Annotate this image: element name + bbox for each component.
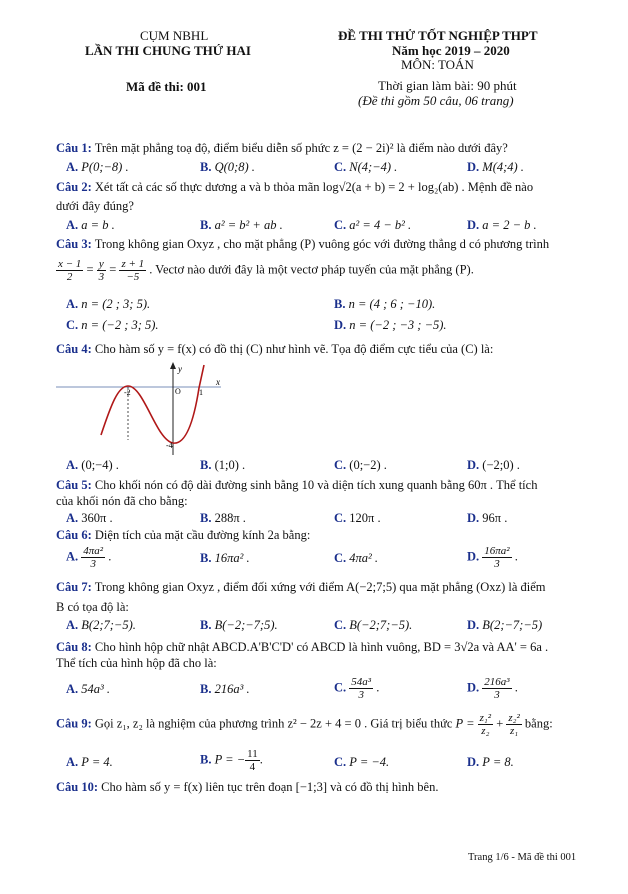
- option-text: (−2;0) .: [482, 458, 520, 472]
- option-letter: B.: [334, 297, 346, 311]
- option-letter: C.: [334, 458, 347, 472]
- question-7: [56, 580, 546, 595]
- option-text: Q(0;8) .: [214, 160, 255, 174]
- q6-option-d[interactable]: D. $\frac{\text{16πa²}}{3}$ .: [467, 545, 518, 570]
- q4-option-b[interactable]: [200, 458, 245, 473]
- exam-title: ĐỀ THI THỬ TỐT NGHIỆP THPT: [338, 28, 538, 43]
- option-letter: B.: [200, 511, 212, 525]
- q7-option-d[interactable]: [467, 618, 542, 633]
- subject: MÔN: TOÁN: [401, 57, 474, 72]
- q1-option-a[interactable]: [66, 160, 129, 175]
- question-text: Trong không gian Oxyz , điểm đối xứng với điểm A(−2;7;5) qua mặt phẳng (Oxz) là điểm: [94, 580, 546, 594]
- option-letter: A.: [66, 511, 79, 525]
- option-letter: D.: [467, 160, 480, 174]
- q4-option-d[interactable]: [467, 458, 520, 473]
- q9-option-b[interactable]: B. P = − $\frac{11}{4}$ .: [200, 748, 263, 773]
- exam-round: LẦN THI CHUNG THỨ HAI: [85, 43, 251, 58]
- option-letter: C.: [334, 618, 347, 632]
- q6-option-c[interactable]: [334, 551, 378, 566]
- question-6: [56, 528, 310, 543]
- question-8: [56, 640, 548, 655]
- fraction: $\frac{z + 1}{-5}$: [121, 258, 145, 283]
- q6-option-b[interactable]: [200, 551, 250, 566]
- q1-option-c[interactable]: [334, 160, 397, 175]
- question-5-cont: của khối nón đã cho bằng:: [56, 494, 188, 508]
- option-text: M(4;4) .: [482, 160, 524, 174]
- q7-option-b[interactable]: [200, 618, 278, 633]
- option-text: B(−2;7;−5).: [349, 618, 413, 632]
- option-text: n = (−2 ; 3; 5).: [81, 318, 159, 332]
- option-text: 120π .: [349, 511, 381, 525]
- option-text: (0;−2) .: [349, 458, 387, 472]
- fraction: $\frac{y}{3}$: [98, 258, 105, 283]
- option-letter: C.: [334, 551, 347, 565]
- question-text: Trên mặt phẳng toạ độ, điểm biểu diễn số phức z = (2 − 2i)² là điểm nào dưới đây?: [94, 141, 508, 155]
- y-label: y: [178, 364, 182, 374]
- q5-option-b[interactable]: [200, 511, 246, 526]
- option-letter: D.: [467, 218, 480, 232]
- q7-option-a[interactable]: [66, 618, 136, 633]
- option-text: B(−2;−7;5).: [214, 618, 278, 632]
- option-text: 16πa² .: [214, 551, 250, 565]
- option-text: n = (−2 ; −3 ; −5).: [349, 318, 447, 332]
- q2-option-d[interactable]: [467, 218, 537, 233]
- q2-option-a[interactable]: [66, 218, 115, 233]
- x-label: x: [216, 377, 220, 387]
- q6-option-a[interactable]: A. $\frac{\text{4πa²}}{3}$ .: [66, 545, 112, 570]
- q3-option-b[interactable]: [334, 297, 435, 312]
- question-label: Câu 5:: [56, 478, 92, 492]
- function-graph: [56, 360, 226, 455]
- q8-option-b[interactable]: [200, 682, 250, 697]
- question-label: Câu 8:: [56, 640, 92, 654]
- option-letter: D.: [467, 549, 480, 564]
- option-text: 288π .: [214, 511, 246, 525]
- q9-option-c[interactable]: [334, 755, 389, 770]
- school-cluster: CỤM NBHL: [140, 28, 209, 43]
- question-3: [56, 237, 549, 252]
- q1-option-b[interactable]: [200, 160, 255, 175]
- option-letter: B.: [200, 458, 212, 472]
- question-2-cont: dưới đây đúng?: [56, 199, 134, 213]
- q2-option-b[interactable]: [200, 218, 283, 233]
- option-letter: A.: [66, 160, 79, 174]
- question-4: [56, 342, 493, 357]
- question-label: Câu 2:: [56, 180, 92, 194]
- option-text: n = (4 ; 6 ; −10).: [348, 297, 436, 311]
- page-footer: Trang 1/6 - Mã đề thi 001: [468, 852, 577, 863]
- q5-option-a[interactable]: [66, 511, 113, 526]
- question-text: Cho khối nón có độ dài đường sinh bằng 10 và diện tích xung quanh bằng 60π . Thể tích: [94, 478, 538, 492]
- option-text: 54a³ .: [81, 682, 111, 696]
- option-letter: A.: [66, 297, 79, 311]
- fraction: $\frac{\text{216a³}}{3}$: [484, 676, 510, 701]
- question-label: Câu 9:: [56, 716, 92, 731]
- option-letter: A.: [66, 755, 79, 769]
- option-letter: B.: [200, 618, 212, 632]
- question-text: Diện tích của mặt cầu đường kính 2a bằng:: [94, 528, 311, 542]
- curve: [101, 365, 204, 443]
- option-letter: C.: [334, 218, 347, 232]
- fraction: $\frac{\text{4πa²}}{3}$: [83, 545, 104, 570]
- exam-code: Mã đề thi: 001: [126, 79, 207, 94]
- tick-y: -4: [166, 441, 173, 450]
- option-text: P(0;−8) .: [81, 160, 129, 174]
- option-text: n = (2 ; 3; 5).: [81, 297, 151, 311]
- question-text: Xét tất cả các số thực dương a và b thỏa mãn log√2(a + b) = 2 + log₂(ab) . Mệnh đề nào: [94, 180, 534, 194]
- option-letter: C.: [334, 511, 347, 525]
- option-text: a = 2 − b .: [482, 218, 537, 232]
- option-letter: A.: [66, 682, 79, 696]
- q4-option-c[interactable]: [334, 458, 387, 473]
- question-text: bằng:: [524, 716, 553, 731]
- option-letter: C.: [66, 318, 79, 332]
- duration: Thời gian làm bài: 90 phút: [378, 78, 517, 93]
- q9-option-a[interactable]: [66, 755, 113, 770]
- q9-option-d[interactable]: [467, 755, 514, 770]
- option-letter: B.: [200, 551, 212, 565]
- question-label: Câu 10:: [56, 780, 99, 794]
- q3-option-c[interactable]: [66, 318, 159, 333]
- question-label: Câu 4:: [56, 342, 92, 356]
- option-letter: A.: [66, 218, 79, 232]
- option-letter: D.: [467, 680, 480, 695]
- option-letter: D.: [467, 618, 480, 632]
- q5-option-c[interactable]: [334, 511, 381, 526]
- option-text: N(4;−4) .: [349, 160, 398, 174]
- option-text: a = b .: [81, 218, 115, 232]
- option-text: a² = 4 − b² .: [349, 218, 412, 232]
- question-5: [56, 478, 537, 493]
- origin-label: O: [175, 387, 181, 396]
- option-text: 96π .: [482, 511, 508, 525]
- q5-option-d[interactable]: [467, 511, 507, 526]
- option-text: 360π .: [81, 511, 113, 525]
- q1-option-d[interactable]: [467, 160, 524, 175]
- expression: P =: [455, 716, 475, 731]
- question-1: [56, 141, 508, 156]
- q3-option-a[interactable]: [66, 297, 150, 312]
- q4-option-a[interactable]: [66, 458, 119, 473]
- question-text: Trong không gian Oxyz , cho mặt phẳng (P) vuông góc với đường thẳng d có phương trình: [94, 237, 550, 251]
- option-text: P = 4.: [81, 755, 113, 769]
- tick-pos: 1: [199, 388, 203, 397]
- option-text: 216a³ .: [214, 682, 250, 696]
- option-text: B(2;−7;−5): [482, 618, 543, 632]
- question-10: [56, 780, 438, 795]
- question-text: Gọi z₁, z₂ là nghiệm của phương trình z² − 2z + 4 = 0 . Giá trị biểu thức: [94, 716, 453, 731]
- question-8-cont: Thể tích của hình hộp đã cho là:: [56, 656, 217, 670]
- option-text: P = −4.: [349, 755, 390, 769]
- school-year: Năm học 2019 – 2020: [392, 43, 510, 58]
- option-letter: D.: [467, 511, 480, 525]
- option-letter: A.: [66, 618, 79, 632]
- option-letter: C.: [334, 755, 347, 769]
- question-label: Câu 1:: [56, 141, 92, 155]
- option-letter: C.: [334, 160, 347, 174]
- question-2: [56, 180, 533, 195]
- q8-option-c[interactable]: C. $\frac{\text{54a³}}{3}$ .: [334, 676, 380, 701]
- option-letter: B.: [200, 752, 212, 767]
- question-text: Cho hàm số y = f(x) liên tục trên đoạn [−1;3] và có đồ thị hình bên.: [101, 780, 439, 794]
- fraction: $\frac{\text{54a³}}{3}$: [351, 676, 372, 701]
- option-letter: B.: [200, 160, 212, 174]
- q7-option-c[interactable]: [334, 618, 412, 633]
- question-text: . Vectơ nào dưới đây là một vectơ pháp tuyến của mặt phẳng (P).: [149, 262, 474, 277]
- fraction: $\frac{\text{16πa²}}{3}$: [484, 545, 510, 570]
- page-info: (Đề thi gồm 50 câu, 06 trang): [358, 93, 514, 108]
- option-text: P = 8.: [482, 755, 514, 769]
- question-text: Cho hàm số y = f(x) có đồ thị (C) như hình vẽ. Tọa độ điểm cực tiểu của (C) là:: [94, 342, 494, 356]
- y-arrow: [170, 362, 176, 369]
- tick-neg: -2: [124, 388, 131, 397]
- question-text: Cho hình hộp chữ nhật ABCD.A'B'C'D' có ABCD là hình vuông, BD = 3√2a và AA' = 6a .: [94, 640, 549, 654]
- option-letter: D.: [334, 318, 347, 332]
- fraction: $\frac{\text{z₁²}}{\text{z₂}}$: [479, 712, 492, 737]
- fraction: $\frac{x - 1}{2}$: [58, 258, 82, 283]
- option-letter: B.: [200, 218, 212, 232]
- option-letter: C.: [334, 680, 347, 695]
- option-text: B(2;7;−5).: [81, 618, 136, 632]
- fraction: $\frac{\text{z₂²}}{\text{z₁}}$: [508, 712, 520, 737]
- q3-option-d[interactable]: [334, 318, 447, 333]
- option-text: (0;−4) .: [81, 458, 119, 472]
- question-label: Câu 3:: [56, 237, 92, 251]
- fraction: $\frac{11}{4}$: [247, 748, 258, 773]
- question-3-equation: $\frac{x - 1}{2}$ = $\frac{y}{3}$ = $\frac{z + 1}{-5}$ . Vectơ nào dưới đây là một vectơ pháp tuyến của mặt phẳng (P).: [58, 258, 474, 283]
- option-letter: D.: [467, 458, 480, 472]
- q8-option-d[interactable]: D. $\frac{\text{216a³}}{3}$ .: [467, 676, 518, 701]
- question-label: Câu 7:: [56, 580, 92, 594]
- option-letter: D.: [467, 755, 480, 769]
- question-label: Câu 6:: [56, 528, 92, 542]
- option-text: 4πa² .: [349, 551, 379, 565]
- q8-option-a[interactable]: [66, 682, 110, 697]
- option-letter: A.: [66, 458, 79, 472]
- option-letter: A.: [66, 549, 79, 564]
- option-text: (1;0) .: [214, 458, 246, 472]
- option-letter: B.: [200, 682, 212, 696]
- question-9: Câu 9: Gọi z₁, z₂ là nghiệm của phương trình z² − 2z + 4 = 0 . Giá trị biểu thức P = $\frac{\text{z₁²}}{\text{z₂}}$ + $\frac{\text{z₂²}}{\text{z₁}}$ bằng:: [56, 712, 553, 737]
- option-text: a² = b² + ab .: [214, 218, 283, 232]
- question-7-cont: B có tọa độ là:: [56, 600, 129, 614]
- q2-option-c[interactable]: [334, 218, 411, 233]
